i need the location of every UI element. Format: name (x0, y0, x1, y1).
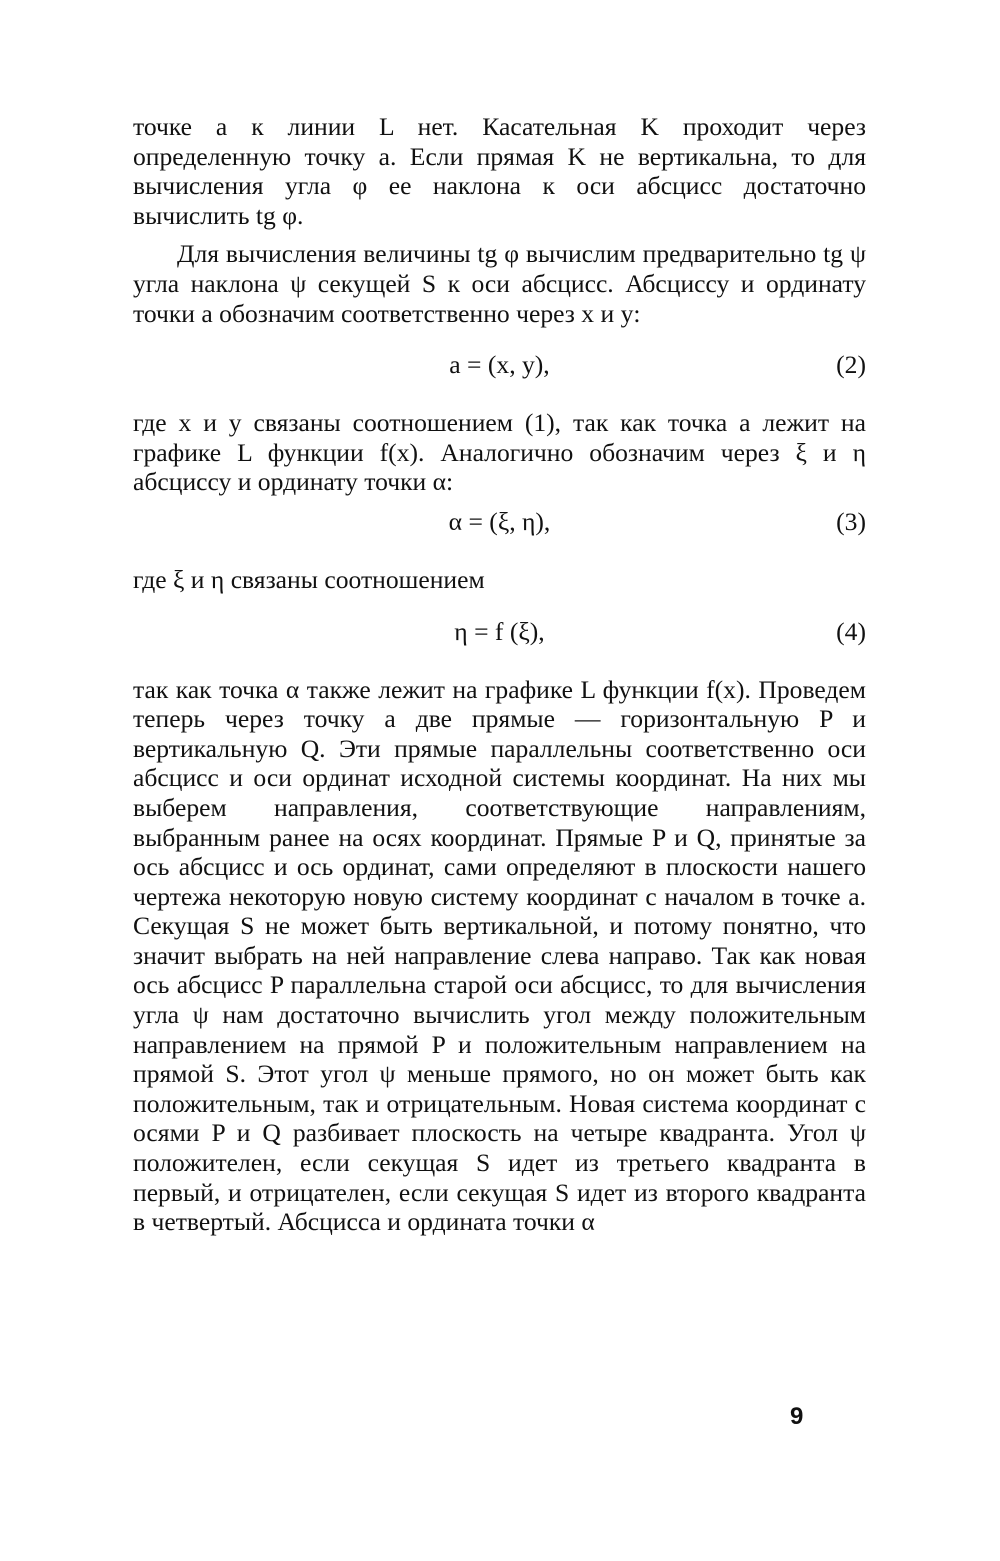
equation-4 (133, 611, 866, 653)
equation-2-expression: a = (x, y), (449, 350, 550, 380)
paragraph-4: где ξ и η связаны соотношением (133, 564, 485, 594)
page-text (133, 112, 866, 1237)
equation-3-number: (3) (836, 506, 866, 536)
equation-2 (133, 344, 866, 386)
equation-2-number: (2) (836, 350, 866, 380)
paragraph-1: точке a к линии L нет. Касательная K проходит через определенную точку a. Если прямая K не вертикальна, то для вычисления угла φ ее наклона к оси абсцисс достаточно вычислить tg φ. (133, 112, 866, 230)
equation-3-expression: α = (ξ, η), (448, 506, 551, 536)
paragraph-2: Для вычисления величины tg φ вычислим предварительно tg ψ угла наклона ψ секущей S к оси абсцисс. Абсциссу и ординату точки a обозначим соответственно через x и y: (133, 239, 866, 328)
page-number: 9 (790, 1403, 804, 1430)
equation-3 (133, 501, 866, 543)
paragraph-3: где x и y связаны соотношением (1), так как точка a лежит на графике L функции f(x). Аналогично обозначим через ξ и η абсциссу и ординату точки α: (133, 408, 866, 497)
equation-4-number: (4) (836, 616, 866, 646)
equation-4-expression: η = f (ξ), (454, 616, 545, 646)
paragraph-5: так как точка α также лежит на графике L функции f(x). Проведем теперь через точку a две прямые — горизонтальную P и вертикальную Q. Эти прямые параллельны соответственно оси абсцисс и оси ординат исходной системы координат. На них мы выберем направления, соответствующие направлениям, выбранным ранее на осях координат. Прямые P и Q, принятые за ось абсцисс и ось ординат, сами определяют в плоскости нашего чертежа некоторую новую систему координат с началом в точке a. Секущая S не может быть вертикальной, и потому понятно, что значит выбрать на ней направление слева направо. Так как новая ось абсцисс P параллельна старой оси абсцисс, то для вычисления угла ψ нам достаточно вычислить угол между положительным направлением на прямой P и положительным направлением на прямой S. Этот угол ψ меньше прямого, но он может быть как положительным, так и отрицательным. Новая система координат с осями P и Q разбивает плоскость на четыре квадранта. Угол ψ положителен, если секущая S идет из третьего квадранта в первый, и отрицателен, если секущая S идет из второго квадранта в четвертый. Абсцисса и ордината точки α (133, 674, 866, 1237)
